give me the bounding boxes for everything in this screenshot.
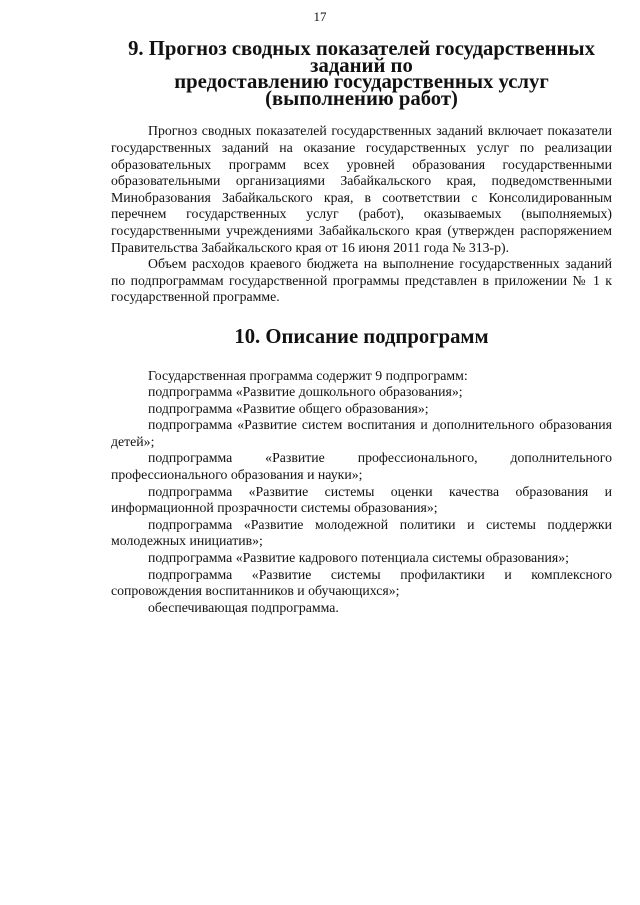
section-9-heading [111, 38, 612, 110]
subprogram-list [111, 368, 612, 617]
subprogram-list-item: подпрограмма «Развитие системы профилактики и комплексного сопровождения воспитанников и обучающихся»; [111, 566, 612, 599]
section-9-heading-line: предоставлению государственных услуг [174, 71, 549, 94]
subprogram-list-item: подпрограмма «Развитие профессионального, дополнительного профессионального образования и науки»; [111, 450, 612, 483]
subprogram-list-item: подпрограмма «Развитие кадрового потенциала системы образования»; [148, 550, 569, 566]
page-number: 17 [313, 9, 327, 24]
subprogram-list-item: обеспечивающая подпрограмма. [148, 599, 339, 615]
section-9-heading-line: (выполнению работ) [265, 87, 458, 110]
document-body [111, 38, 612, 616]
section-9-paragraph: Объем расходов краевого бюджета на выполнение государственных заданий по подпрограммам государственной программы представлен в приложении № 1 к государственной программе. [111, 256, 612, 305]
section-9-paragraph: Прогноз сводных показателей государственных заданий включает показатели государственных заданий на оказание государственных услуг по реализации образовательных программ всех уровней образования государственными образовательными организациями Забайкальского края, подведомственными Минобразования Забайкальского края, в соответствии с Консолидированным перечнем государственных услуг (работ), оказываемых (выполняемых) государственными учреждениями Забайкальского края (утвержден распоряжением Правительства Забайкальского края от 16 июня 2011 года № 313-р). [111, 123, 612, 255]
subprogram-list-item: подпрограмма «Развитие системы оценки качества образования и информационной прозрачности системы образования»; [111, 483, 612, 516]
section-10-heading: 10. Описание подпрограмм [234, 325, 489, 348]
subprogram-list-item: подпрограмма «Развитие молодежной политики и системы поддержки молодежных инициатив»; [111, 516, 612, 549]
section-9-heading-line: 9. Прогноз сводных показателей государственных заданий по [128, 38, 595, 77]
subprogram-list-item: подпрограмма «Развитие дошкольного образования»; [148, 384, 463, 400]
subprogram-list-item: подпрограмма «Развитие общего образования»; [148, 400, 429, 416]
subprogram-list-item: подпрограмма «Развитие систем воспитания и дополнительного образования детей»; [111, 417, 612, 449]
subprogram-list-intro: Государственная программа содержит 9 подпрограмм: [148, 367, 468, 383]
